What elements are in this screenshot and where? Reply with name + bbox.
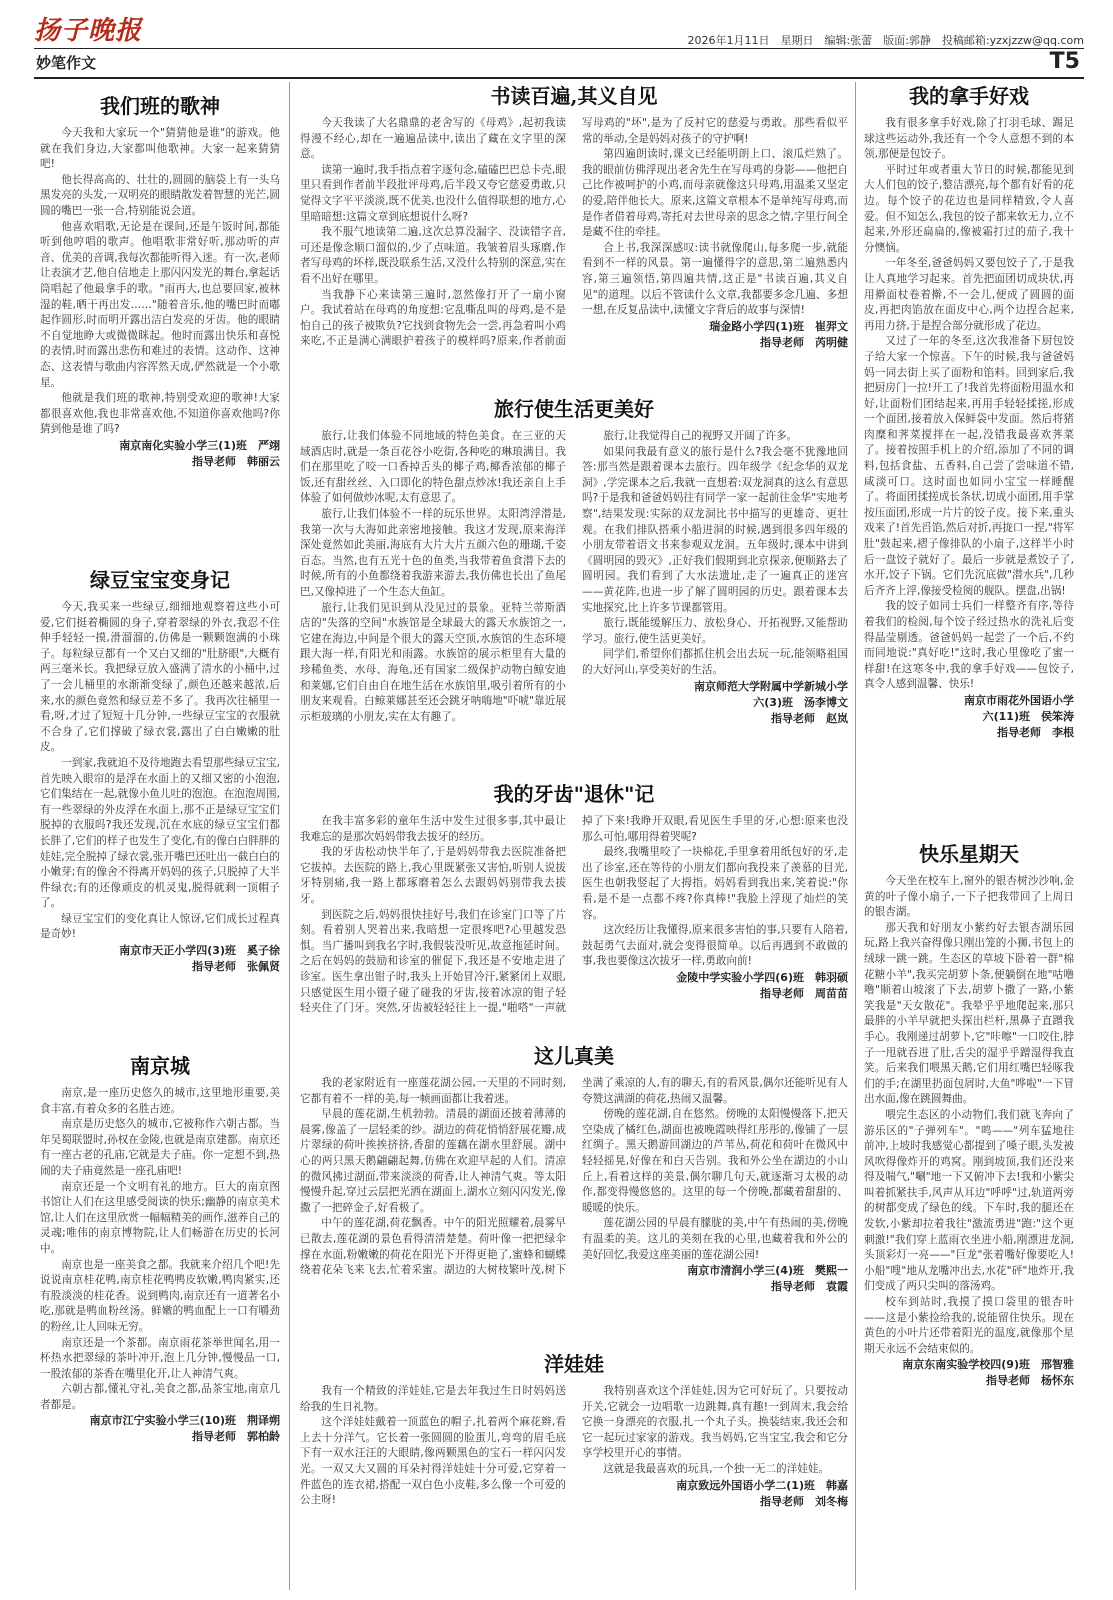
- article-title: 旅行使生活更美好: [494, 397, 654, 421]
- article-body: [40, 1086, 280, 1445]
- article-paragraph: 校车到站时,我摸了摸口袋里的银杏叶——这是小紫捡给我的,说能留住快乐。现在黄色的小叶片还带着阳光的温度,就像那个星期天永远不会结束似的。: [864, 1296, 1074, 1355]
- dateline: 2026年1月11日 星期日 编辑:张蕾 版面:郭静 投稿邮箱:yzxjzzw@qq.com: [687, 34, 1084, 47]
- article-paragraph: 南京也是一座美食之都。我就来介绍几个吧!先说说南京桂花鸭,南京桂花鸭鸭皮软嫩,鸭肉紧实,还有股淡淡的桂花香。说到鸭肉,南京还有一道著名小吃,那就是鸭血粉丝汤。鲜嫩的鸭血配上一口有嚼劲的粉丝,让人回味无穷。: [40, 1258, 280, 1333]
- article-paragraph: 合上书,我深深感叹:读书就像爬山,每多爬一步,就能看到不一样的风景。第一遍懂得字的意思,第二遍熟悉内容,第三遍领悟,第四遍共情,这正是"书读百遍,其义自见"的道理。以后不管读什么文章,我都要多念几遍、多想一想,在反复品读中,读懂文字背后的故事与深情!: [582, 241, 848, 317]
- article-paragraph: 旅行,让我们体验不一样的玩乐世界。太阳湾浮潜是,我第一次与大海如此亲密地接触。我这才发现,原来海洋深处竟然如此美丽,海底有大片大片五颜六色的珊瑚,千姿百态。当然,也有五光十色的鱼类,当我带着鱼食潜下去的时候,所有的小鱼都绕着我游来游去,我仿佛也长出了鱼尾巴,又像掉进了一个生态大鱼缸。: [300, 507, 566, 598]
- author-school: 南京市天正小学四(3)班 奚子徐: [119, 944, 280, 958]
- article-title: 书读百遍,其义自见: [490, 84, 658, 108]
- teacher-name: 指导老师 韩丽云: [192, 454, 280, 468]
- article-lvxing: [300, 395, 848, 773]
- article-paragraph: 旅行,既能缓解压力、放松身心、开拓视野,又能帮助学习。旅行,使生活更美好。: [582, 617, 848, 645]
- article-paragraph: 这就是我最喜欢的玩具,一个独一无二的洋娃娃。: [603, 1462, 830, 1475]
- article-paragraph: 喂完生态区的小动物们,我们就飞奔向了游乐区的"子弹列车"。"鸣——"列车猛地往前冲,上坡时我感觉心都提到了嗓子眼,头发被风吹得像炸开的鸡窝。刚到坡顶,我们还没来得及喘气,"唰"地一下又俯冲下去!我和小紫尖叫着抓紧扶手,风声从耳边"呼呼"过,轨道两旁的树都变成了绿色的线。下车时,我的腿还在发软,小紫却拉着我往"激流勇进"跑:"这个更刺激!"我们穿上蓝雨衣坐进小船,刚漂进龙洞,头顶彩灯一亮——"巨龙"张着嘴好像要吃人!小船"嗖"地从龙嘴冲出去,水花"砰"地炸开,我们变成了两只尖叫的落汤鸡。: [864, 1108, 1074, 1293]
- article-body: [300, 1384, 848, 1510]
- article-paragraph: 这个洋娃娃戴着一顶蓝色的帽子,扎着两个麻花辫,看上去十分洋气。它长着一张圆圆的脸蛋儿,弯弯的眉毛底下有一双水汪汪的大眼睛,像两颗黑色的宝石一样闪闪发光。一双又大又圆的耳朵衬得洋娃娃十分可爱,它穿着一件蓝色的连衣裙,搭配一双白色小皮鞋,多么像一个可爱的公主呀!: [300, 1416, 566, 1507]
- article-kuaile: [864, 840, 1074, 1592]
- article-title: 洋娃娃: [544, 1352, 604, 1376]
- article-signature: [864, 1357, 1074, 1389]
- author-school: 南京市江宁实验小学三(10)班 荆译朔: [89, 1414, 280, 1428]
- article-title: 这儿真美: [534, 1044, 614, 1068]
- article-signature: [582, 1478, 848, 1510]
- article-paragraph: 他就是我们班的歌神,特别受欢迎的歌神!大家都很喜欢他,我也非常喜欢他,不知道你喜欢他吗?你猜到他是谁了吗?: [40, 392, 280, 436]
- article-paragraph: 南京还是一个文明有礼的地方。巨大的南京图书馆让人们在这里感受阅读的快乐;幽静的南京美术馆,让人们在这里欣赏一幅幅精美的画作,滋养自己的灵魂;唯伟的南京博物院,让人们畅游在历史的长河中。: [40, 1180, 280, 1255]
- article-paragraph: 我不服气地读第二遍,这次总算没漏字、没读错字音,可还是像念顺口溜似的,少了点味道。我皱着眉头琢磨,作者写母鸡的坏样,既没联系生活,又没什么特别的深意,实在看不出好在哪里。: [300, 226, 566, 285]
- article-signature: [582, 679, 848, 727]
- article-paragraph: 旅行,让我们体验不同地域的特色美食。在三亚的天域酒店时,就是一条百花谷小吃街,各种吃的琳琅满目。我们在那里吃了咬一口香掉舌头的椰子鸡,椰香浓郁的椰子饭,还有甜丝丝、入口即化的特色甜点炒冰!我还亲自上手体验了如何做炒冰呢,太有意思了。: [300, 430, 566, 505]
- author-school: 金陵中学实验小学四(6)班 韩羽硕: [676, 970, 848, 984]
- article-title: 我们班的歌神: [100, 94, 220, 118]
- article-paragraph: 六朝古都,懂礼守礼,美食之都,品茶宝地,南京几者都是。: [40, 1383, 280, 1411]
- teacher-name: 指导老师 张佩贤: [192, 960, 280, 974]
- article-yachi: [300, 780, 848, 1040]
- article-signature: [40, 943, 280, 975]
- article-paragraph: 今天,我买来一些绿豆,细细地观察着这些小可爱,它们挺着椭圆的身子,穿着翠绿的外衣,我忍不住伸手轻轻一摸,滑溜溜的,仿佛是一颗颗饱满的小珠子。每粒绿豆都有一个又白又细的"肚脐眼",大概有两三毫米长。我把绿豆放入盛满了清水的小桶中,过了一会儿桶里的水渐渐变绿了,颜色还越来越浓,后来,水的颜色竟然和绿豆差不多了。我再次往桶里一看,呀,才过了短短十几分钟,一些绿豆宝宝的衣服就不合身了,它们撑破了绿衣裳,露出了白白嫩嫩的肚皮。: [40, 601, 280, 754]
- article-paragraph: 一年冬至,爸爸妈妈又要包饺子了,于是我让人真地学习起来。首先把面团切成块状,再用擀面杖卷着擀,不一会儿,便成了圆圆的面皮,再把肉馅放在面皮中心,两个边捏合起来,再用力挤,于是捏合部分就形成了花边。: [864, 257, 1074, 332]
- article-paragraph: 我特别喜欢这个洋娃娃,因为它可好玩了。只要按动开关,它就会一边唱歌一边跳舞,真有趣!一到周末,我会给它换一身漂亮的衣服,扎一个丸子头。换装结束,我还会和它一起玩过家家的游戏。我当妈妈,它当宝宝,我会和它分享学校里开心的事情。: [582, 1385, 848, 1460]
- article-title: 南京城: [130, 1054, 190, 1078]
- author-school: 南京南化实验小学三(1)班 严翊: [119, 438, 280, 452]
- article-paragraph: 傍晚的莲花湖,自在悠然。傍晚的太阳慢慢落下,把天空染成了橘红色,湖面也被晚霞映得红彤彤的,像铺了一层红绸子。黑天鹅游回湖边的芦苇丛,荷花和荷叶在微风中轻轻摇晃,好像在和白天告别。我和外公坐在湖边的小山丘上,看着这样的美景,偶尔聊几句天,就逐渐习太极的动作,都变得慢悠悠的。这里的每一个傍晚,都藏着甜甜的、暖暖的快乐。: [582, 1108, 848, 1214]
- article-shouxi: [864, 82, 1074, 837]
- page-number: T5: [1049, 49, 1080, 74]
- teacher-name: 指导老师 赵岚: [771, 711, 848, 725]
- article-paragraph: 他长得高高的、壮壮的,圆圆的脑袋上有一头乌黑发亮的头发,一双明亮的眼睛散发着智慧的光芒,圆圆的嘴巴一张一合,特别能说会道。: [40, 173, 280, 217]
- article-paragraph: 今天我和大家玩一个"猜猜他是谁"的游戏。他就在我们身边,大家都叫他歌神。大家一起来猜猜吧!: [40, 127, 280, 171]
- article-signature: [864, 693, 1074, 741]
- article-paragraph: 南京,是一座历史悠久的城市,这里地形重要,美食丰富,有着众多的名胜古迹。: [40, 1087, 280, 1115]
- article-paragraph: 到医院之后,妈妈很快挂好号,我们在诊室门口等了片刻。看着别人哭着出来,我暗想一定很疼吧?心里越发恐惧。当广播叫到我名字时,我假装没听见,故意拖延时间。之后在妈妈的鼓励和诊室的催促下,我还是不安地走进了诊室。医生拿出钳子时,我头上开始冒冷汗,紧紧闭上双眼,只感觉医生用小镊子碰了碰我的牙齿,接着冰凉的钳子轻轻夹住了门牙。突然,牙齿被轻轻往上一提,"啪嗒"一声就掉了下来!我睁开双眼,看见医生手里的牙,心想:原来也没那么可怕,哪用得着哭呢?: [300, 815, 848, 1015]
- teacher-name: 指导老师 袁霞: [771, 1280, 848, 1294]
- article-paragraph: 同学们,希望你们都抓住机会出去玩一玩,能领略祖国的大好河山,享受美好的生活。: [582, 648, 848, 676]
- author-school: 南京师范大学附属中学新城小学: [694, 679, 848, 693]
- article-title: 我的拿手好戏: [909, 84, 1029, 108]
- article-paragraph: 旅行,让我们见识到从没见过的景象。亚特兰蒂斯酒店的"失落的空间"水族馆是全球最大的露天水族馆之一,它建在海边,中间是个很大的露天空顶,水族馆的生态环境跟大海一样,有阳光和雨露。水族馆的展示柜里有大量的珍稀鱼类、水母、海龟,还有国家二级保护动物白鲸安迪和莱娜,它们自由自在地生活在水族馆里,吸引着所有的小朋友来观看。白鲸莱娜甚至还会跳牙呐嗨地"吓唬"靠近展示柜玻璃的小朋友,实在太有趣了。: [300, 601, 566, 723]
- article-paragraph: 今天我读了大名鼎鼎的老舍写的《母鸡》,起初我读得漫不经心,却在一遍遍品读中,读出了藏在文字里的深意。: [300, 117, 566, 161]
- author-school: 瑞金路小学四(1)班 崔羿文: [709, 319, 848, 333]
- article-paragraph: 他喜欢唱歌,无论是在课间,还是午饭时间,都能听到他哼唱的歌声。他唱歌非常好听,那动听的声音、优美的音调,我每次都能听得入迷。有一次,老师让表演才艺,他自信地走上那闪闪发光的舞台,拿起话筒唱起了他最拿手的歌。"雨再大,也总要回家,被林湿的鞋,晒干再出发……"随着音乐,他的嘴巴时而嘟起作圆形,时而明开露出洁白发亮的牙齿。他的眼睛不自觉地睁大或微微眯起。他时而露出快乐和喜悦的表情,时而露出悲伤和难过的表情。这动作、这神态、这表情与歌曲内容浑然天成,俨然就是一个小歌星。: [40, 220, 280, 389]
- newspaper-logo: 扬子晚报: [34, 16, 143, 46]
- article-nanjing: [40, 1052, 280, 1592]
- author-school: 南京致远外国语小学二(1)班 韩嘉: [676, 1478, 848, 1492]
- teacher-name: 指导老师 李根: [997, 725, 1074, 739]
- author-school: 南京市清润小学三(4)班 樊熙一: [687, 1264, 848, 1278]
- article-signature: [40, 438, 280, 470]
- article-paragraph: 在我丰富多彩的童年生活中发生过很多事,其中最让我难忘的是那次妈妈带我去拔牙的经历。: [300, 815, 566, 843]
- article-title: 我的牙齿"退休"记: [493, 782, 655, 806]
- article-paragraph: 我的牙齿松动快半年了,于是妈妈带我去医院准备把它拔掉。去医院的路上,我心里既紧张又害怕,听别人说拔牙特别痛,我一路上都琢磨着怎么去跟妈妈别带我去拔牙。: [300, 846, 566, 905]
- article-body: [300, 116, 848, 351]
- article-paragraph: 又过了一年的冬至,这次我准备下厨包饺子给大家一个惊喜。下午的时候,我与爸爸妈妈一同去街上买了面粉和馅料。回到家后,我把厨房门一拉!开工了!我首先将面粉用温水和好,让面粉们团结起来,再用手轻轻揉搓,形成一个面团,接着放入保鲜袋中发面。然后将猪肉糜和荠菜搅拌在一起,没错我最喜欢荠菜了。接着按照手机上的介绍,添加了不同的调料,包括食盐、五香料,自己尝了尝味道不错,咸淡可口。这时面也如同小宝宝一样睡醒了。将面团揉搓成长条状,切成小面团,用手掌按压面团,形成一片片的饺子皮。接下来,重头戏来了!首先舀馅,然后对折,再拢口一捏,"将军肚"鼓起来,褶子像排队的小扇子,这样半小时后一盘饺子就好了。最后一步就是煮饺子了,水开,饺子下锅。它们先沉底做"潜水兵",几秒后齐齐上浮,像接受检阅的舰队。摆盘,出锅!: [864, 335, 1074, 597]
- article-paragraph: 中午的莲花湖,荷花飘香。中午的阳光照耀着,晨雾早已散去,莲花湖的景色看得清清楚楚。荷叶像一把把绿伞撑在水面,粉嫩嫩的荷花在阳光下开得更艳了,蜜蜂和蝴蝶绕着花朵飞来飞去,忙着采蜜。湖边的大树枝繁叶茂,树下坐满了乘凉的人,有的聊天,有的看风景,偶尔还能听见有人夸赞这满湖的荷花,热闹又温馨。: [300, 1077, 848, 1277]
- article-paragraph: 旅行,让我觉得自己的视野又开阔了许多。: [603, 430, 798, 442]
- teacher-name: 指导老师 芮明健: [760, 335, 848, 349]
- author-school: 六(3)班 汤李博文: [753, 695, 848, 709]
- article-body: [40, 126, 280, 470]
- article-paragraph: 莲花湖公园的早晨有朦胧的美,中午有热闹的美,傍晚有温柔的美。这儿的美刻在我的心里,也藏着我和外公的美好回忆,我爱这座美丽的莲花湖公园!: [582, 1217, 848, 1261]
- article-paragraph: 我的老家附近有一座莲花湖公园,一天里的不同时刻,它都有着不一样的美,每一帧画面都让我着迷。: [300, 1077, 566, 1105]
- article-body: [300, 1076, 848, 1295]
- article-paragraph: 今天坐在校车上,窗外的银杏树沙沙响,金黄的叶子像小扇子,一下子把我带回了上周日的银杏湖。: [864, 875, 1074, 919]
- article-paragraph: 第四遍朗读时,课文已经能明朗上口、滚瓜烂熟了。我的眼前仿佛浮现出老舍先生在写母鸡的身影——他把自己比作被呵护的小鸡,而母亲就像这只母鸡,用温柔又坚定的爱,陪伴他长大。原来,这篇文章根本不是单纯写母鸡,而是作者借着母鸡,寄托对去世母亲的思念之情,字里行间全是藏不住的牵挂。: [582, 148, 848, 239]
- article-paragraph: 读第一遍时,我手指点着字逐句念,磕磕巴巴总卡壳,眼里只看到作者前半段批评母鸡,后半段又夸它慈爱勇敢,只觉得文字平平淡淡,既不优美,也没什么值得联想的地方,心里暗暗想:这篇文章到底想说什么呀?: [300, 163, 566, 223]
- article-paragraph: 早晨的莲花湖,生机勃勃。清晨的湖面还披着薄薄的晨雾,像盖了一层轻柔的纱。湖边的荷花悄悄舒展花瓣,成片翠绿的荷叶挨挨挤挤,香甜的莲藕在湖水里舒展。湖中心的两只黑天鹅翩翩起舞,仿佛在欢迎早起的人们。清凉的微风拂过湖面,带来淡淡的荷香,让人神清气爽。等太阳慢慢升起,穿过云层把光洒在湖面上,湖水立刻闪闪发光,像撒了一把碎金子,好看极了。: [300, 1108, 566, 1214]
- masthead: [34, 10, 1084, 46]
- article-paragraph: 我有很多拿手好戏,除了打羽毛球、踢足球这些运动外,我还有一个令人意想不到的本领,那便是包饺子。: [864, 117, 1074, 161]
- article-body: [300, 814, 848, 1017]
- column-divider: [289, 82, 290, 1590]
- article-paragraph: 平时过年或者重大节日的时候,都能见到大人们包的饺子,整洁漂亮,每个都有好看的花边。每个饺子的花边也是同样精致,令人喜爱。但不知怎么,我包的饺子都来软无力,立不起来,外形还扁扁的,像被霜打过的茄子,我十分懊恼。: [864, 163, 1074, 254]
- article-title: 绿豆宝宝变身记: [90, 568, 230, 592]
- article-body: [40, 600, 280, 975]
- section-name: 妙笔作文: [36, 54, 97, 72]
- article-zhemei: [300, 1042, 848, 1347]
- article-paragraph: 绿豆宝宝们的变化真让人惊讶,它们成长过程真是奇妙!: [40, 912, 280, 941]
- article-paragraph: 我有一个精致的洋娃娃,它是去年我过生日时妈妈送给我的生日礼物。: [300, 1385, 566, 1413]
- article-yangwawa: [300, 1350, 848, 1592]
- article-body: [864, 116, 1074, 741]
- section-bar: [34, 48, 1084, 79]
- teacher-name: 指导老师 周苗苗: [760, 986, 848, 1000]
- article-paragraph: 我的饺子如同士兵们一样整齐有序,等待着我们的检阅,每个饺子经过热水的洗礼后变得晶莹剔透。爸爸妈妈一起尝了一个后,不约而同地说:"真好吃!"这时,我心里像吃了蜜一样甜!在这寒冬中,我的拿手好戏——包饺子,真令人感到温馨、快乐!: [864, 600, 1074, 691]
- article-geshen: [40, 92, 280, 557]
- column-divider: [855, 82, 856, 1590]
- teacher-name: 指导老师 杨怀东: [986, 1374, 1074, 1388]
- article-paragraph: 那天我和好朋友小紫约好去银杏湖乐园玩,路上我兴奋得像只刚出笼的小狮,书包上的绒球一跳一跳。生态区的草坡下卧着一群"棉花糖小羊",我买完胡萝卜条,便躺倒在地"咕噜噜"顺着山坡滚了下去,胡萝卜撒了一路,小紫笑我是"天女散花"。我晕乎乎地爬起来,那只最胖的小羊早就把头探出栏杆,黑鼻子直蹭我手心。我刚递过胡萝卜,它"咔嚓"一口咬住,脖子一甩就吞进了肚,舌尖的湿乎乎蹭湿得我直笑。后来我们喂黑天鹅,它们用红嘴巴轻啄我们的手;在湖里扔面包屑时,大鱼"哗啦"一下冒出水面,像在跳圆舞曲。: [864, 921, 1074, 1106]
- article-signature: [582, 1263, 848, 1295]
- author-school: 南京东南实验学校四(9)班 邢智雅: [902, 1358, 1074, 1372]
- article-lvdou: [40, 566, 280, 1046]
- article-paragraph: 最终,我嘴里咬了一块棉花,手里拿着用纸包好的牙,走出了诊室,还在等待的小朋友们都向我投来了羡慕的目光,医生也朝我竖起了大拇指。妈妈看到我出来,笑着说:"你看,是不是一点都不疼?你真棒!"我脸上浮现了灿烂的笑容。: [582, 846, 848, 921]
- article-paragraph: 南京还是一个茶都。南京雨花茶举世闻名,用一杯热水把翠绿的茶叶冲开,泡上几分钟,慢慢品一口,一股浓郁的茶香在嘴里化开,让人神清气爽。: [40, 1336, 280, 1380]
- article-body: [300, 429, 848, 727]
- teacher-name: 指导老师 郭柏龄: [192, 1430, 280, 1444]
- article-paragraph: 南京是历史悠久的城市,它被称作六朝古都。当年吴蜀联盟时,孙权在金陵,也就是南京建都。南京还有一座古老的孔庙,它就是夫子庙。你一定想不到,热闹的夫子庙竟然是一座孔庙吧!: [40, 1118, 280, 1177]
- article-paragraph: 一到家,我就迫不及待地跑去看望那些绿豆宝宝,首先映入眼帘的是浮在水面上的又细又密的小泡泡,它们集结在一起,就像小鱼儿吐的泡泡。在泡泡周围,有一些翠绿的外皮浮在水面上,那不正是绿豆宝宝们脱掉的衣服吗?我还发现,沉在水底的绿豆宝宝们都长胖了,它们的样子也发生了变化,有的像白白胖胖的娃娃,完全脱掉了绿衣裳,张开嘴巴还吐出一截白白的小嫩芽;有的像舍不得离开妈妈的孩子,只脱掉了大半件绿衣;有的还像顽皮的机灵鬼,脱得就剩一顶帽子了。: [40, 756, 280, 910]
- article-paragraph: 如果问我最有意义的旅行是什么?我会毫不犹豫地回答:那当然是跟着课本去旅行。四年级学《纪念华的双龙洞》,学完课本之后,我就一直想着:双龙洞真的这么有意思吗?于是我和爸爸妈妈往有同学一家一起前往金华"实地考察",结果发现:实际的双龙洞比书中描写的更雄奇、更壮观。在我们排队搭乘小船进洞的时候,遇到很多四年级的小朋友带着语文书来参观双龙洞。五年级时,课本中讲到《圆明园的毁灭》,正好我们假期到北京探亲,便顺路去了圆明园。我们看到了大水法遗址,走了一遍真正的迷宫——黄花阵,也进一步了解了圆明园的历史。跟着课本去实地探究,比上许多节课都管用。: [582, 445, 848, 614]
- article-paragraph: 这次经历让我懂得,原来很多害怕的事,只要有人陪着,鼓起勇气去面对,就会变得很简单。以后再遇到不敢做的事,我也要像这次拔牙一样,勇敢向前!: [582, 924, 848, 968]
- article-signature: [40, 1413, 280, 1445]
- author-school: 南京市雨花外国语小学: [964, 693, 1074, 707]
- article-paragraph: 当我静下心来读第三遍时,忽然像打开了一扇小窗户。我试着站在母鸡的角度想:它乱嘶乱叫的母鸡,是不是怕自己的孩子被欺负?它找到食物先会一尝,再急着叫小鸡来吃,不正是满心满眼护着孩子的模样吗?原来,作者前面写母鸡的"坏",是为了反衬它的慈爱与勇敢。那些看似平常的举动,全是妈妈对孩子的守护啊!: [300, 117, 848, 348]
- article-body: [864, 874, 1074, 1389]
- article-signature: [582, 970, 848, 1002]
- teacher-name: 指导老师 刘冬梅: [760, 1494, 848, 1508]
- author-school: 六(11)班 侯笨涛: [982, 709, 1074, 723]
- article-shudu: [300, 82, 848, 392]
- article-title: 快乐星期天: [919, 842, 1019, 866]
- article-signature: [582, 319, 848, 351]
